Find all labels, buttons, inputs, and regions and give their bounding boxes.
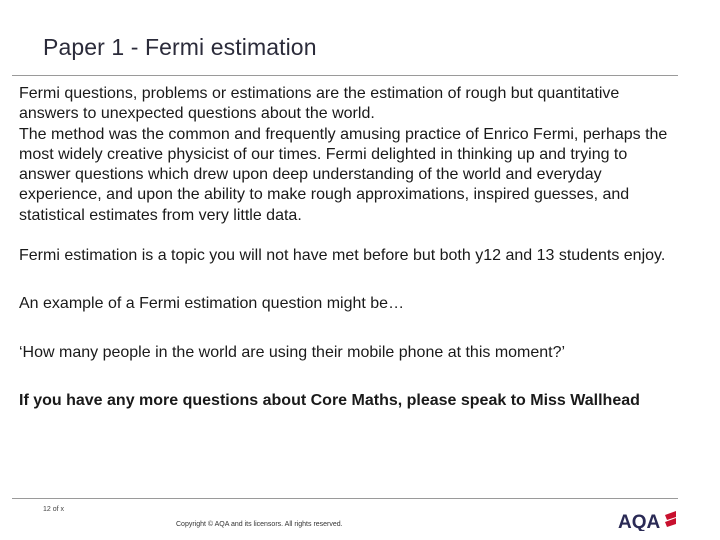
paragraph-method: The method was the common and frequently amusing practice of Enrico Fermi, perhaps the most widely creative physicist of our times. Fermi delighted in thinking up and trying to answer questions which drew upon deep understanding of the world and everyday experience, and upon the ability to make rough approximations, inspired guesses, and statistical estimates from very little data. [19, 125, 668, 224]
paragraph-contact: If you have any more questions about Core Maths, please speak to Miss Wallhead [19, 391, 640, 409]
paragraph-example-question: ‘How many people in the world are using their mobile phone at this moment?’ [19, 343, 566, 361]
aqa-logo-mark-lower [665, 518, 676, 527]
paragraph-definition: Fermi questions, problems or estimations are the estimation of rough but quantitative answers to unexpected questions about the world. [19, 85, 620, 123]
paragraph-example-intro: An example of a Fermi estimation question might be… [19, 295, 405, 313]
copyright-notice: Copyright © AQA and its licensors. All rights reserved. [176, 521, 343, 528]
page-number: 12 of x [43, 506, 65, 513]
aqa-logo [618, 509, 678, 531]
title-divider [12, 75, 678, 76]
footer-divider [12, 498, 678, 499]
slide-body [19, 84, 669, 411]
slide-title: Paper 1 - Fermi estimation [43, 34, 317, 60]
paragraph-topic: Fermi estimation is a topic you will not have met before but both y12 and 13 students enjoy. [19, 247, 666, 265]
aqa-logo-text: AQA [618, 512, 661, 531]
